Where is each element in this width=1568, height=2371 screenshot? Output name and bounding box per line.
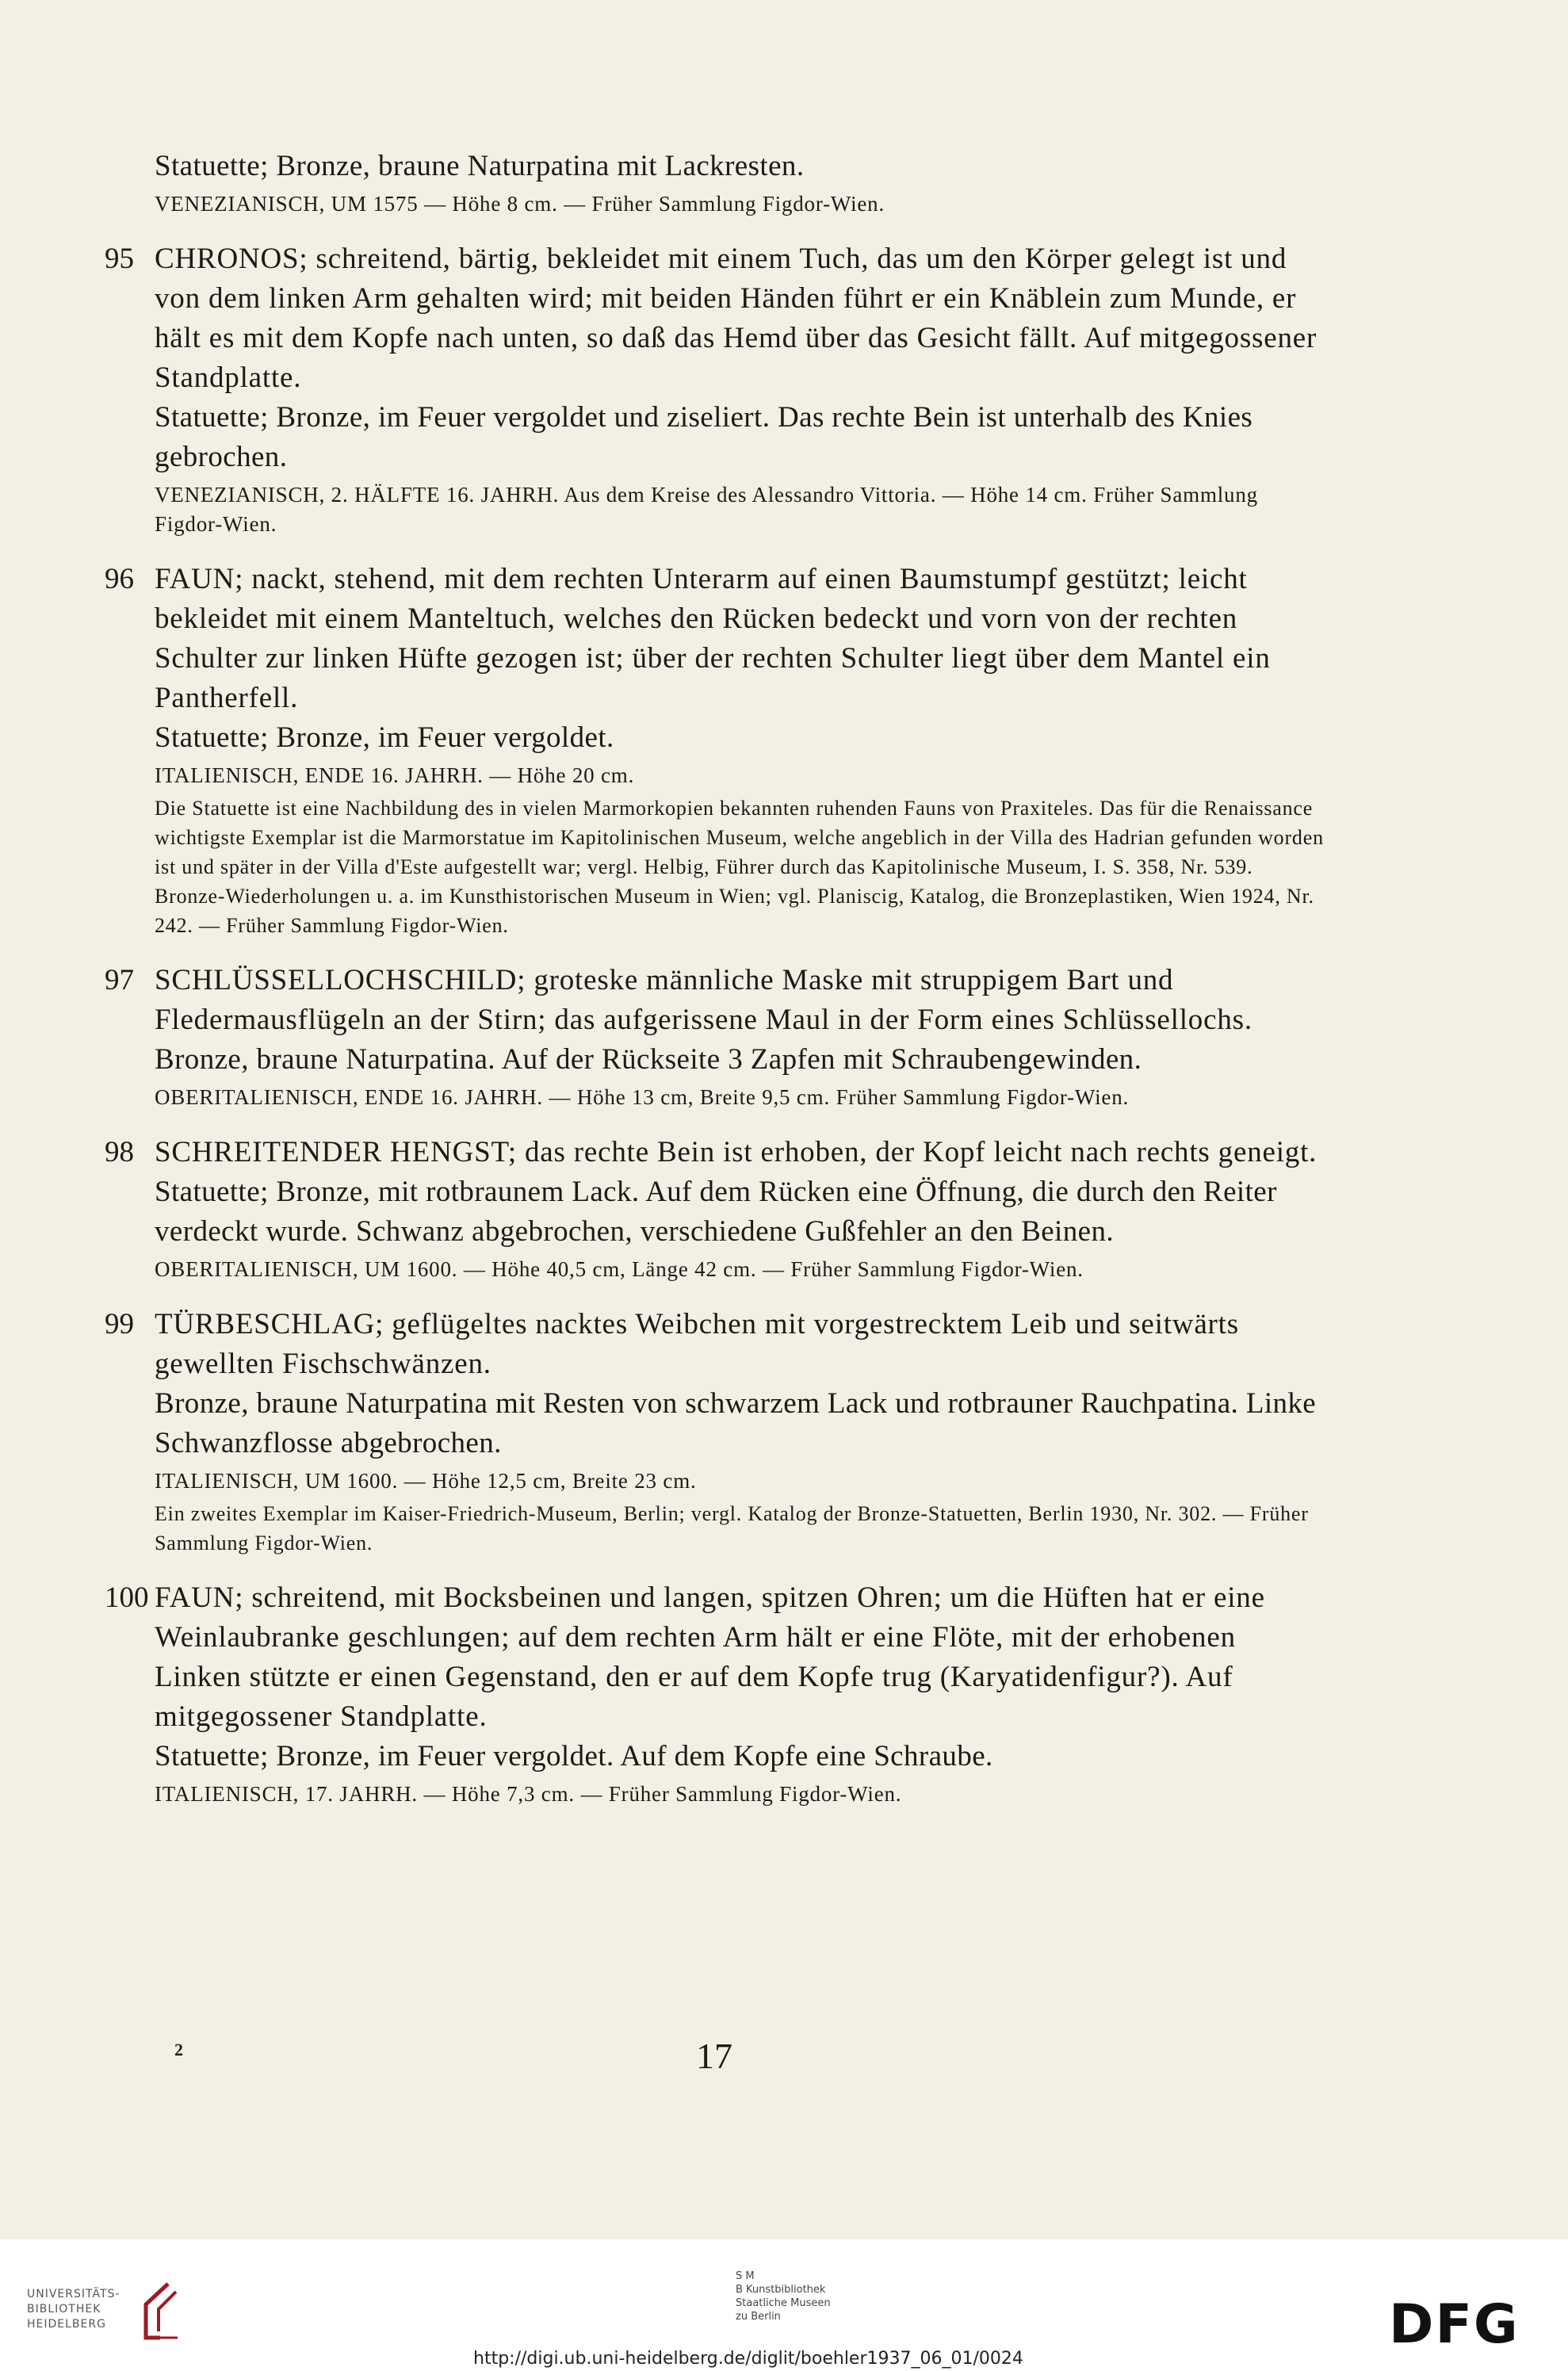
entry-title: SCHREITENDER HENGST; das rechte Bein ist erhoben, der Kopf leicht nach rechts geneigt. <box>155 1136 1318 1168</box>
catalog-entry-96 <box>105 560 1324 940</box>
library-name <box>27 2287 120 2332</box>
catalog-entry-97 <box>105 961 1324 1112</box>
entry-title: SCHLÜSSELLOCHSCHILD; groteske männliche Maske mit struppigem Bart und Fledermausflügeln an der Stirn; das aufgerissene Maul in der Form eines Schlüssellochs. <box>155 964 1252 1036</box>
entry-title: TÜRBESCHLAG; geflügeltes nacktes Weibchen mit vorgestrecktem Leib und seitwärts gewellten Fischschwänzen. <box>155 1308 1239 1380</box>
catalog-entry-95 <box>105 239 1324 539</box>
dfg-logo: DFG <box>1389 2293 1520 2356</box>
catalog-text <box>105 147 1324 1809</box>
library-line: UNIVERSITÄTS- <box>27 2288 120 2300</box>
entry-meta: ITALIENISCH, 17. JAHRH. — Höhe 7,3 cm. — Früher Sammlung Figdor-Wien. <box>155 1782 902 1806</box>
entry-note: Die Statuette ist eine Nachbildung des in vielen Marmorkopien bekannten ruhenden Fauns von Praxiteles. Das für die Renaissance wichtigste Exemplar ist die Marmorstatue im Kapitolinischen Museum, welche angeblich in der Villa des Hadrian gefunden worden ist und später in der Villa d'Este aufgestellt war; vergl. Helbig, Führer durch das Kapitolinische Museum, I. S. 358, Nr. 539. Bronze-Wiederholungen u. a. im Kunsthistorischen Museum in Wien; vgl. Planiscig, Katalog, die Bronzeplastiken, Wien 1924, Nr. 242. — Früher Sammlung Figdor-Wien. <box>155 797 1324 937</box>
signature-mark: 2 <box>174 2040 183 2059</box>
kb-line: B Kunstbibliothek <box>736 2284 826 2296</box>
intro-description: Statuette; Bronze, braune Naturpatina mit Lackresten. <box>155 150 805 182</box>
page-number: 17 <box>696 2036 732 2076</box>
catalog-entry-98 <box>105 1133 1324 1284</box>
entry-title: FAUN; nackt, stehend, mit dem rechten Unterarm auf einen Baumstumpf gestützt; leicht bekleidet mit einem Manteltuch, welches den Rücken bedeckt und vorn von der rechten Schulter zur linken Hüfte gezogen ist; über der rechten Schulter liegt über dem Mantel ein Pantherfell. <box>155 563 1271 714</box>
entry-description: Bronze, braune Naturpatina. Auf der Rückseite 3 Zapfen mit Schraubengewinden. <box>155 1043 1142 1076</box>
catalog-entry-100 <box>105 1578 1324 1809</box>
entry-description: Statuette; Bronze, im Feuer vergoldet und ziseliert. Das rechte Bein ist unterhalb des Knies gebrochen. <box>155 401 1253 473</box>
catalog-entry-99 <box>105 1305 1324 1558</box>
kb-line: zu Berlin <box>736 2311 781 2323</box>
entry-number: 95 <box>105 243 134 275</box>
entry-description: Statuette; Bronze, mit rotbraunem Lack. Auf dem Rücken eine Öffnung, die durch den Reiter verdeckt wurde. Schwanz abgebrochen, verschiedene Gußfehler an den Beinen. <box>155 1176 1277 1248</box>
library-line: HEIDELBERG <box>27 2318 106 2331</box>
entry-meta: OBERITALIENISCH, UM 1600. — Höhe 40,5 cm, Länge 42 cm. — Früher Sammlung Figdor-Wien. <box>155 1257 1084 1281</box>
entry-meta: ITALIENISCH, UM 1600. — Höhe 12,5 cm, Breite 23 cm. <box>155 1469 697 1493</box>
entry-meta: VENEZIANISCH, 2. HÄLFTE 16. JAHRH. Aus dem Kreise des Alessandro Vittoria. — Höhe 14 cm. Früher Sammlung Figdor-Wien. <box>155 483 1258 536</box>
entry-meta: ITALIENISCH, ENDE 16. JAHRH. — Höhe 20 cm. <box>155 763 635 787</box>
entry-number: 97 <box>105 964 134 996</box>
entry-number: 100 <box>105 1581 149 1614</box>
kb-line: Staatliche Museen <box>736 2297 831 2309</box>
entry-number: 98 <box>105 1136 134 1168</box>
entry-title: CHRONOS; schreitend, bärtig, bekleidet mit einem Tuch, das um den Körper gelegt ist und von dem linken Arm gehalten wird; mit beiden Händen führt er ein Knäblein zum Munde, er hält es mit dem Kopfe nach unten, so daß das Hemd über das Gesicht fällt. Auf mitgegossener Standplatte. <box>155 243 1318 394</box>
entry-description: Statuette; Bronze, im Feuer vergoldet. Auf dem Kopfe eine Schraube. <box>155 1740 993 1773</box>
entry-meta: OBERITALIENISCH, ENDE 16. JAHRH. — Höhe 13 cm, Breite 9,5 cm. Früher Sammlung Figdor-Wien. <box>155 1085 1130 1109</box>
intro-meta: VENEZIANISCH, UM 1575 — Höhe 8 cm. — Früher Sammlung Figdor-Wien. <box>155 192 885 216</box>
entry-title: FAUN; schreitend, mit Bocksbeinen und langen, spitzen Ohren; um die Hüften hat er eine Weinlaubranke geschlungen; auf dem rechten Arm hält er eine Flöte, mit der erhobenen Linken stützte er einen Gegenstand, den er auf dem Kopfe trug (Karyatidenfigur?). Auf mitgegossener Standplatte. <box>155 1581 1265 1733</box>
library-line: BIBLIOTHEK <box>27 2303 101 2316</box>
ub-heidelberg-logo-icon <box>136 2281 192 2344</box>
entry-description: Statuette; Bronze, im Feuer vergoldet. <box>155 721 614 754</box>
entry-note: Ein zweites Exemplar im Kaiser-Friedrich-Museum, Berlin; vergl. Katalog der Bronze-Statuetten, Berlin 1930, Nr. 302. — Früher Sammlung Figdor-Wien. <box>155 1502 1309 1555</box>
kb-line: S M <box>736 2270 755 2282</box>
entry-description: Bronze, braune Naturpatina mit Resten von schwarzem Lack und rotbrauner Rauchpatina. Linke Schwanzflosse abgebrochen. <box>155 1387 1317 1459</box>
kunstbibliothek-credit <box>736 2270 831 2323</box>
entry-number: 96 <box>105 563 134 595</box>
digitization-footer <box>0 2239 1568 2371</box>
intro-entry <box>155 147 1324 219</box>
page-url-link[interactable]: http://digi.ub.uni-heidelberg.de/diglit/boehler1937_06_01/0024 <box>473 2349 1023 2369</box>
entry-number: 99 <box>105 1308 134 1340</box>
